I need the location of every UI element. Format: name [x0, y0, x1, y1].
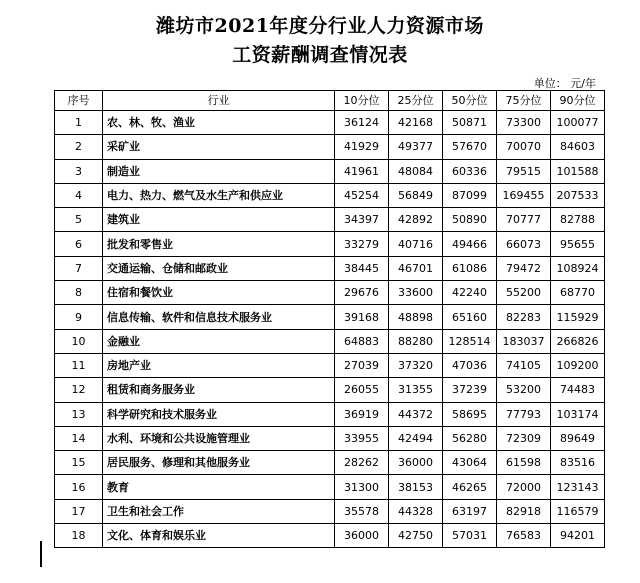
- row-p90: 68770: [551, 281, 605, 305]
- row-p25: 42168: [389, 111, 443, 135]
- row-p50: 37239: [443, 378, 497, 402]
- row-industry: 制造业: [103, 159, 335, 183]
- salary-table: [54, 90, 605, 548]
- header-p50: 50分位: [443, 91, 497, 111]
- row-p50: 46265: [443, 475, 497, 499]
- row-p75: 72000: [497, 475, 551, 499]
- row-index: 17: [55, 499, 103, 523]
- row-index: 10: [55, 329, 103, 353]
- row-p50: 42240: [443, 281, 497, 305]
- row-industry: 居民服务、修理和其他服务业: [103, 451, 335, 475]
- row-p10: 36919: [335, 402, 389, 426]
- row-p10: 36000: [335, 524, 389, 548]
- row-index: 6: [55, 232, 103, 256]
- table-row: [55, 402, 605, 426]
- row-index: 9: [55, 305, 103, 329]
- row-p10: 28262: [335, 451, 389, 475]
- row-p90: 266826: [551, 329, 605, 353]
- row-p75: 72309: [497, 426, 551, 450]
- row-p90: 109200: [551, 353, 605, 377]
- row-index: 13: [55, 402, 103, 426]
- table-row: [55, 183, 605, 207]
- row-p90: 100077: [551, 111, 605, 135]
- row-p50: 50890: [443, 208, 497, 232]
- row-p90: 103174: [551, 402, 605, 426]
- row-p75: 77793: [497, 402, 551, 426]
- table-row: [55, 426, 605, 450]
- row-p25: 33600: [389, 281, 443, 305]
- row-industry: 租赁和商务服务业: [103, 378, 335, 402]
- text-cursor: [40, 541, 42, 567]
- row-index: 2: [55, 135, 103, 159]
- row-p10: 38445: [335, 256, 389, 280]
- table-row: [55, 135, 605, 159]
- row-p10: 45254: [335, 183, 389, 207]
- table-row: [55, 475, 605, 499]
- row-p75: 169455: [497, 183, 551, 207]
- row-p75: 82283: [497, 305, 551, 329]
- row-p90: 116579: [551, 499, 605, 523]
- row-p50: 128514: [443, 329, 497, 353]
- row-industry: 农、林、牧、渔业: [103, 111, 335, 135]
- row-p50: 57670: [443, 135, 497, 159]
- row-p90: 84603: [551, 135, 605, 159]
- row-p25: 38153: [389, 475, 443, 499]
- row-p90: 101588: [551, 159, 605, 183]
- row-p25: 31355: [389, 378, 443, 402]
- row-industry: 金融业: [103, 329, 335, 353]
- row-p50: 56280: [443, 426, 497, 450]
- row-p10: 36124: [335, 111, 389, 135]
- row-p90: 89649: [551, 426, 605, 450]
- row-industry: 建筑业: [103, 208, 335, 232]
- row-industry: 水利、环境和公共设施管理业: [103, 426, 335, 450]
- row-industry: 信息传输、软件和信息技术服务业: [103, 305, 335, 329]
- row-p25: 42494: [389, 426, 443, 450]
- row-industry: 教育: [103, 475, 335, 499]
- row-p25: 46701: [389, 256, 443, 280]
- row-industry: 科学研究和技术服务业: [103, 402, 335, 426]
- row-p75: 74105: [497, 353, 551, 377]
- row-p10: 41961: [335, 159, 389, 183]
- row-p50: 60336: [443, 159, 497, 183]
- table-row: [55, 499, 605, 523]
- document-title-line2: 工资薪酬调查情况表: [232, 44, 408, 66]
- row-index: 15: [55, 451, 103, 475]
- row-p10: 41929: [335, 135, 389, 159]
- row-index: 14: [55, 426, 103, 450]
- row-p25: 44372: [389, 402, 443, 426]
- row-p10: 29676: [335, 281, 389, 305]
- row-p75: 70070: [497, 135, 551, 159]
- row-p90: 83516: [551, 451, 605, 475]
- table-row: [55, 281, 605, 305]
- row-p10: 31300: [335, 475, 389, 499]
- row-p75: 61598: [497, 451, 551, 475]
- row-p75: 79472: [497, 256, 551, 280]
- row-p90: 108924: [551, 256, 605, 280]
- row-p90: 207533: [551, 183, 605, 207]
- row-index: 8: [55, 281, 103, 305]
- row-p75: 79515: [497, 159, 551, 183]
- row-p90: 115929: [551, 305, 605, 329]
- row-p25: 37320: [389, 353, 443, 377]
- row-industry: 采矿业: [103, 135, 335, 159]
- header-index: 序号: [55, 91, 103, 111]
- row-p75: 53200: [497, 378, 551, 402]
- row-p10: 27039: [335, 353, 389, 377]
- row-p50: 58695: [443, 402, 497, 426]
- row-p25: 44328: [389, 499, 443, 523]
- row-p50: 50871: [443, 111, 497, 135]
- row-p10: 33955: [335, 426, 389, 450]
- row-p50: 57031: [443, 524, 497, 548]
- row-index: 4: [55, 183, 103, 207]
- table-row: [55, 305, 605, 329]
- table-row: [55, 111, 605, 135]
- row-industry: 交通运输、仓储和邮政业: [103, 256, 335, 280]
- table-row: [55, 329, 605, 353]
- table-row: [55, 232, 605, 256]
- row-index: 11: [55, 353, 103, 377]
- row-p50: 63197: [443, 499, 497, 523]
- row-p50: 47036: [443, 353, 497, 377]
- row-industry: 卫生和社会工作: [103, 499, 335, 523]
- row-p10: 35578: [335, 499, 389, 523]
- table-row: [55, 451, 605, 475]
- row-p10: 64883: [335, 329, 389, 353]
- header-p75: 75分位: [497, 91, 551, 111]
- row-p10: 34397: [335, 208, 389, 232]
- row-p25: 36000: [389, 451, 443, 475]
- row-p90: 94201: [551, 524, 605, 548]
- row-p75: 183037: [497, 329, 551, 353]
- table-row: [55, 208, 605, 232]
- row-p50: 61086: [443, 256, 497, 280]
- row-index: 5: [55, 208, 103, 232]
- row-p75: 70777: [497, 208, 551, 232]
- row-p25: 56849: [389, 183, 443, 207]
- row-industry: 文化、体育和娱乐业: [103, 524, 335, 548]
- table-header-row: [55, 91, 605, 111]
- row-p75: 82918: [497, 499, 551, 523]
- row-p90: 82788: [551, 208, 605, 232]
- row-industry: 房地产业: [103, 353, 335, 377]
- row-index: 1: [55, 111, 103, 135]
- table-row: [55, 256, 605, 280]
- row-p90: 74483: [551, 378, 605, 402]
- row-index: 7: [55, 256, 103, 280]
- row-industry: 住宿和餐饮业: [103, 281, 335, 305]
- table-row: [55, 378, 605, 402]
- row-p50: 87099: [443, 183, 497, 207]
- document-title-line1: 潍坊市2021年度分行业人力资源市场: [156, 15, 484, 37]
- row-p75: 73300: [497, 111, 551, 135]
- row-index: 16: [55, 475, 103, 499]
- row-index: 12: [55, 378, 103, 402]
- row-p50: 49466: [443, 232, 497, 256]
- header-p10: 10分位: [335, 91, 389, 111]
- row-p90: 123143: [551, 475, 605, 499]
- row-p10: 33279: [335, 232, 389, 256]
- row-p10: 39168: [335, 305, 389, 329]
- table-row: [55, 353, 605, 377]
- row-index: 18: [55, 524, 103, 548]
- row-p90: 95655: [551, 232, 605, 256]
- row-p25: 48084: [389, 159, 443, 183]
- row-p10: 26055: [335, 378, 389, 402]
- table-row: [55, 524, 605, 548]
- header-p90: 90分位: [551, 91, 605, 111]
- row-p25: 48898: [389, 305, 443, 329]
- row-industry: 批发和零售业: [103, 232, 335, 256]
- row-p50: 65160: [443, 305, 497, 329]
- header-p25: 25分位: [389, 91, 443, 111]
- row-p25: 40716: [389, 232, 443, 256]
- unit-label: 单位： 元/年: [533, 77, 596, 90]
- row-p25: 42892: [389, 208, 443, 232]
- row-p75: 66073: [497, 232, 551, 256]
- header-industry: 行业: [103, 91, 335, 111]
- row-p75: 55200: [497, 281, 551, 305]
- row-index: 3: [55, 159, 103, 183]
- row-industry: 电力、热力、燃气及水生产和供应业: [103, 183, 335, 207]
- row-p25: 49377: [389, 135, 443, 159]
- row-p50: 43064: [443, 451, 497, 475]
- row-p25: 88280: [389, 329, 443, 353]
- row-p75: 76583: [497, 524, 551, 548]
- row-p25: 42750: [389, 524, 443, 548]
- table-row: [55, 159, 605, 183]
